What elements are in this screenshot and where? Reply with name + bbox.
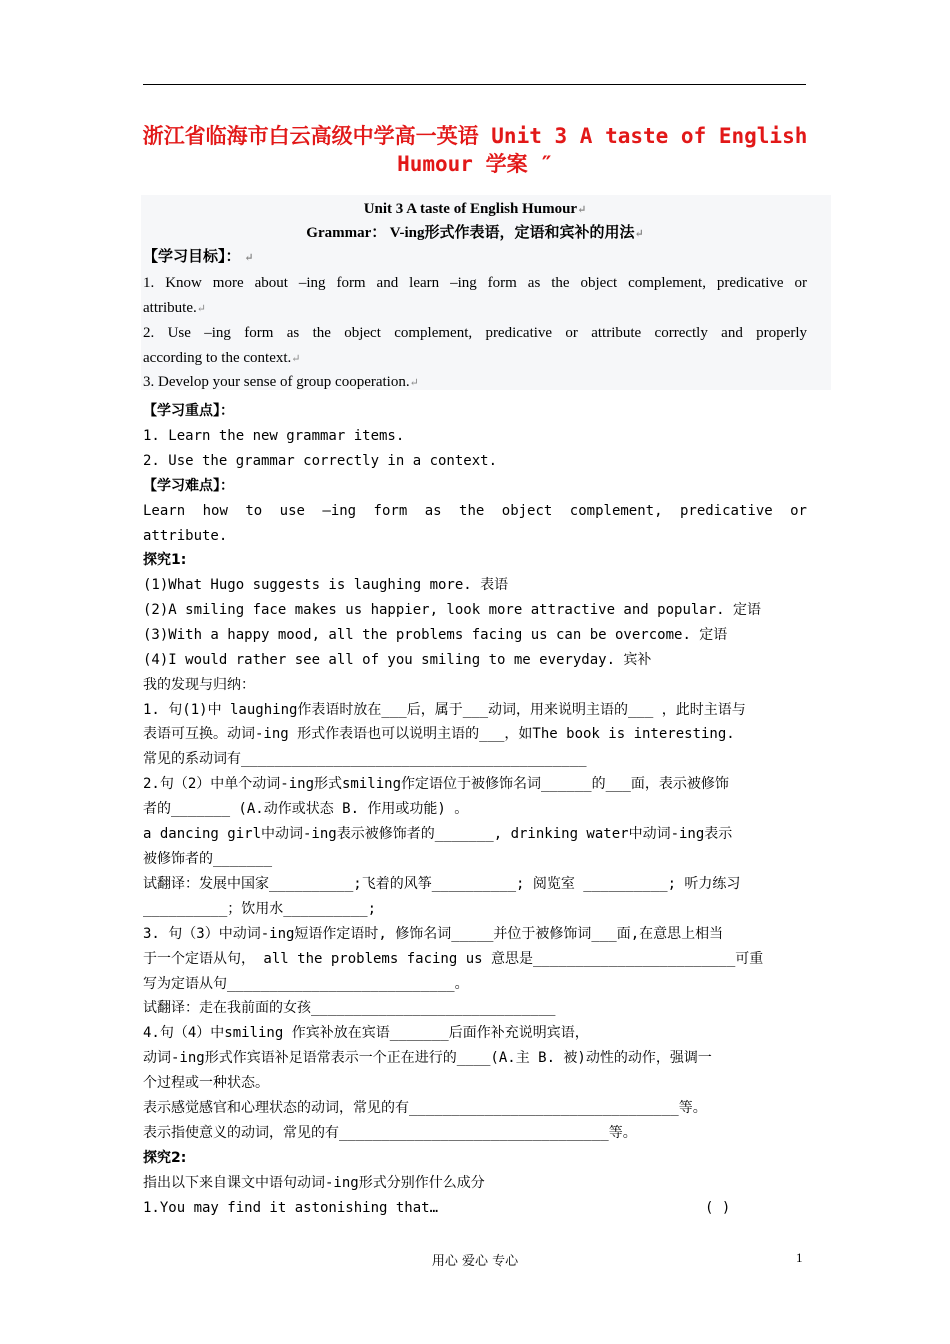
- footer-motto: 用心 爱心 专心: [431, 1254, 519, 1269]
- finding-3b: 于一个定语从句， all the problems facing us 意思是________________________可重: [143, 951, 764, 967]
- finding-3c: 写为定语从句___________________________。: [143, 976, 469, 992]
- question-1: [143, 1199, 807, 1217]
- page-number: 1: [796, 1250, 803, 1265]
- header-rule: [143, 84, 806, 85]
- objective-2b: according to the context.↵: [143, 350, 301, 366]
- difficulty-line-1: Learn how to use –ing form as the object complement, predicative or: [143, 503, 807, 519]
- finding-4a: 4.句（4）中smiling 作宾补放在宾语_______后面作补充说明宾语，: [143, 1025, 589, 1041]
- unit-title: Unit 3 A taste of English Humour↵: [363, 201, 587, 217]
- objective-1b: attribute.↵: [143, 300, 206, 316]
- focus-heading: 【学习重点】：: [143, 403, 234, 419]
- findings-heading: 我的发现与归纳：: [143, 677, 255, 693]
- example-1: (1)What Hugo suggests is laughing more. 表语: [143, 577, 509, 593]
- explore1-heading: 探究1:: [143, 552, 187, 568]
- finding-2b: 者的_______ (A.动作或状态 B. 作用或功能) 。: [143, 801, 469, 817]
- finding-2e: 试翻译：发展中国家__________;飞着的风筝__________; 阅览室 __________; 听力练习: [143, 876, 741, 892]
- example-3: (3)With a happy mood, all the problems facing us can be overcome. 定语: [143, 627, 728, 643]
- explore2-heading: 探究2:: [143, 1150, 187, 1166]
- example-2: (2)A smiling face makes us happier, look more attractive and popular. 定语: [143, 602, 762, 618]
- finding-4d: 表示感觉感官和心理状态的动词，常见的有________________________________等。: [143, 1100, 707, 1116]
- objectives-heading: 【学习目标】： ↵: [143, 249, 254, 265]
- finding-2f: __________；饮用水__________;: [143, 901, 377, 917]
- finding-4b: 动词-ing形式作宾语补足语常表示一个正在进行的____(A.主 B. 被)动性的动作，强调一: [143, 1050, 712, 1066]
- finding-2d: 被修饰者的_______: [143, 851, 273, 867]
- difficulty-heading: 【学习难点】：: [143, 478, 234, 494]
- example-4: (4)I would rather see all of you smiling to me everyday. 宾补: [143, 652, 652, 668]
- finding-1b: 表语可互换。动词-ing 形式作表语也可以说明主语的___，如The book is interesting.: [143, 726, 735, 742]
- objective-1a: 1. Know more about –ing form and learn –ing form as the object complement, predicative or: [143, 275, 807, 291]
- explore2-instruction: 指出以下来自课文中语句动词-ing形式分别作什么成分: [143, 1175, 485, 1191]
- focus-item-1: 1. Learn the new grammar items.: [143, 428, 405, 444]
- question-1-text: 1.You may find it astonishing that…: [143, 1200, 439, 1216]
- title-line-2: Humour 学案 ″: [397, 152, 553, 176]
- grammar-title: Grammar： V-ing形式作表语，定语和宾补的用法↵: [306, 225, 644, 241]
- finding-1c: 常见的系动词有_________________________________________: [143, 751, 587, 767]
- finding-3a: 3. 句（3）中动词-ing短语作定语时, 修饰名词_____并位于被修饰词___面,在意思上相当: [143, 926, 724, 942]
- finding-2a: 2.句（2）中单个动词-ing形式smiling作定语位于被修饰名词______的___面，表示被修饰: [143, 776, 729, 792]
- finding-4c: 个过程或一种状态。: [143, 1075, 269, 1091]
- finding-4e: 表示指使意义的动词，常见的有________________________________等。: [143, 1125, 637, 1141]
- finding-1a: 1. 句(1)中 laughing作表语时放在___后，属于___动词，用来说明主语的___ ，此时主语与: [143, 702, 746, 718]
- objective-2a: 2. Use –ing form as the object complement, predicative or attribute correctly and properly: [143, 325, 807, 341]
- document-title: [130, 122, 820, 178]
- title-line-1: 浙江省临海市白云高级中学高一英语 Unit 3 A taste of English: [142, 124, 808, 148]
- objective-3: 3. Develop your sense of group cooperation.↵: [143, 374, 419, 390]
- question-1-answer-blank[interactable]: ( ): [705, 1200, 731, 1216]
- finding-3d: 试翻译：走在我前面的女孩_____________________________: [143, 1000, 556, 1016]
- focus-item-2: 2. Use the grammar correctly in a context.: [143, 453, 498, 469]
- finding-2c: a dancing girl中动词-ing表示被修饰者的_______, drinking water中动词-ing表示: [143, 826, 733, 842]
- difficulty-line-2: attribute.: [143, 528, 228, 544]
